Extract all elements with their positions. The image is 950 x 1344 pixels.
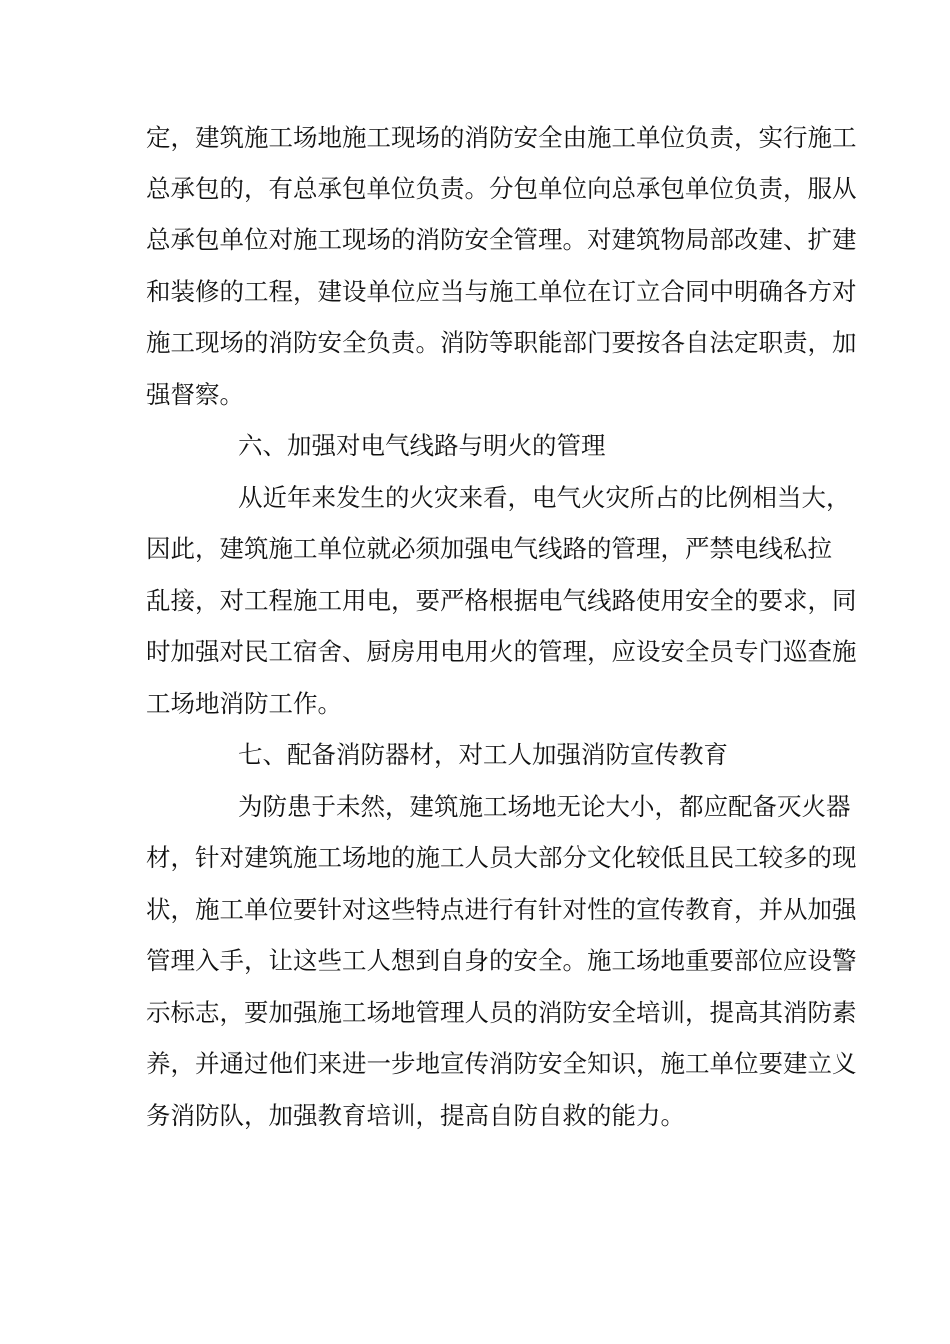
paragraph-3-line-3: 状，施工单位要针对这些特点进行有针对性的宣传教育，并从加强	[146, 895, 857, 924]
paragraph-3-line-2: 材，针对建筑施工场地的施工人员大部分文化较低且民工较多的现	[146, 843, 857, 872]
paragraph-2-line-1: 从近年来发生的火灾来看，电气火灾所占的比例相当大，	[238, 483, 851, 512]
paragraph-3-line-5: 示标志，要加强施工场地管理人员的消防安全培训，提高其消防素	[146, 998, 857, 1027]
paragraph-2-line-2: 因此，建筑施工单位就必须加强电气线路的管理，严禁电线私拉	[146, 534, 832, 563]
paragraph-3-line-7: 务消防队，加强教育培训，提高自防自救的能力。	[146, 1101, 685, 1130]
paragraph-1-line-1: 定，建筑施工场地施工现场的消防安全由施工单位负责，实行施工	[146, 123, 857, 152]
paragraph-1-line-3: 总承包单位对施工现场的消防安全管理。对建筑物局部改建、扩建	[146, 225, 857, 254]
paragraph-1-line-2: 总承包的，有总承包单位负责。分包单位向总承包单位负责，服从	[146, 174, 857, 203]
paragraph-1-line-6: 强督察。	[146, 380, 244, 409]
paragraph-3-line-6: 养，并通过他们来进一步地宣传消防安全知识，施工单位要建立义	[146, 1049, 857, 1078]
paragraph-3-line-1: 为防患于未然，建筑施工场地无论大小，都应配备灭火器	[238, 792, 851, 821]
section-heading-7: 七、配备消防器材，对工人加强消防宣传教育	[238, 740, 728, 769]
paragraph-3-line-4: 管理入手，让这些工人想到自身的安全。施工场地重要部位应设警	[146, 946, 857, 975]
paragraph-1-line-4: 和装修的工程，建设单位应当与施工单位在订立合同中明确各方对	[146, 277, 857, 306]
paragraph-2-line-5: 工场地消防工作。	[146, 689, 342, 718]
section-heading-6: 六、加强对电气线路与明火的管理	[238, 431, 606, 460]
paragraph-1-line-5: 施工现场的消防安全负责。消防等职能部门要按各自法定职责，加	[146, 328, 857, 357]
paragraph-2-line-3: 乱接，对工程施工用电，要严格根据电气线路使用安全的要求，同	[146, 586, 857, 615]
paragraph-2-line-4: 时加强对民工宿舍、厨房用电用火的管理，应设安全员专门巡查施	[146, 637, 857, 666]
